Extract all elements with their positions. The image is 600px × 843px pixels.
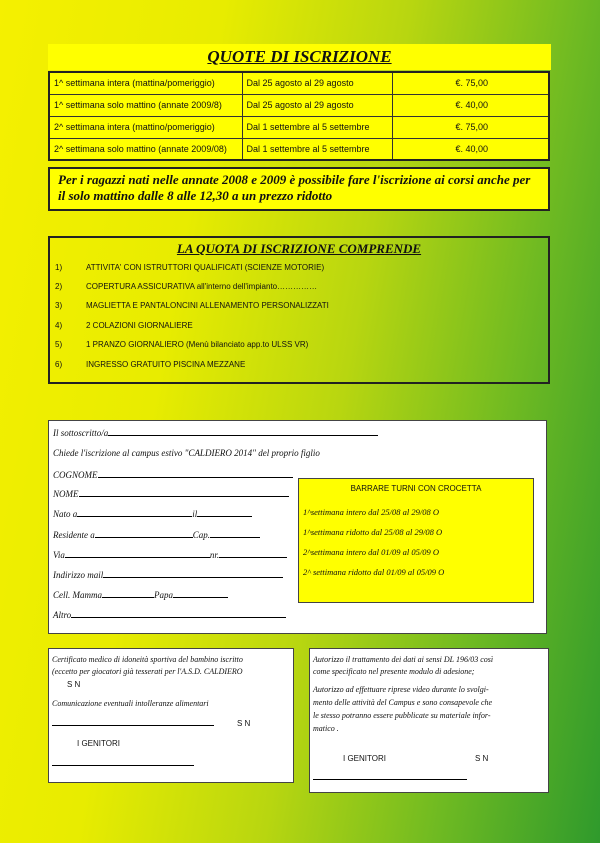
field-label: Nato a bbox=[53, 509, 78, 519]
fee-dates: Dal 1 settembre al 5 settembre bbox=[242, 138, 392, 160]
item-number: 4) bbox=[55, 321, 63, 330]
included-section bbox=[48, 236, 550, 384]
field-label: Residente a bbox=[53, 530, 95, 540]
privacy-text: Autorizzo il trattamento dei dati ai sensi DL 196/03 così bbox=[313, 655, 494, 664]
field-line[interactable] bbox=[98, 469, 293, 478]
intolerance-yes-no[interactable]: S N bbox=[237, 719, 251, 728]
phone-field[interactable] bbox=[53, 589, 228, 600]
privacy-box bbox=[309, 648, 549, 793]
item-text: COPERTURA ASSICURATIVA all'interno dell'impianto…………… bbox=[86, 282, 318, 291]
cert-yes-no[interactable]: S N bbox=[67, 680, 81, 689]
item-number: 3) bbox=[55, 301, 63, 310]
cognome-field[interactable] bbox=[53, 469, 293, 480]
field-line[interactable] bbox=[71, 609, 286, 618]
item-number: 1) bbox=[55, 263, 63, 272]
fee-price: €. 75,00 bbox=[392, 72, 549, 94]
parents-label: I GENITORI bbox=[343, 754, 386, 763]
fee-description: 1^ settimana intera (mattina/pomeriggio) bbox=[49, 72, 242, 94]
page-title: QUOTE DI ISCRIZIONE bbox=[48, 44, 551, 70]
fee-dates: Dal 1 settembre al 5 settembre bbox=[242, 116, 392, 138]
fee-dates: Dal 25 agosto al 29 agosto bbox=[242, 94, 392, 116]
table-row bbox=[49, 116, 549, 138]
field-line[interactable] bbox=[197, 508, 252, 517]
privacy-text: le stesso potranno essere pubblicate su materiale infor- bbox=[313, 711, 491, 720]
signature-line[interactable] bbox=[52, 760, 194, 766]
item-number: 6) bbox=[55, 360, 63, 369]
table-row bbox=[49, 94, 549, 116]
fee-description: 2^ settimana solo mattino (annate 2009/08) bbox=[49, 138, 242, 160]
field-line[interactable] bbox=[210, 529, 260, 538]
address-field[interactable] bbox=[53, 549, 287, 560]
week-option[interactable]: 2^settimana intero dal 01/09 al 05/09 O bbox=[303, 547, 439, 557]
cert-text: Certificato medico di idoneità sportiva del bambino iscritto bbox=[52, 655, 243, 664]
week-selection-box bbox=[298, 478, 534, 603]
reduced-price-note: Per i ragazzi nati nelle annate 2008 e 2009 è possibile fare l'iscrizione ai corsi anche per il solo mattino dalle 8 alle 12,30 a un prezzo ridotto bbox=[48, 167, 550, 211]
item-number: 2) bbox=[55, 282, 63, 291]
field-line[interactable] bbox=[77, 508, 192, 517]
item-text: INGRESSO GRATUITO PISCINA MEZZANE bbox=[86, 360, 246, 369]
field-label: Papa bbox=[154, 590, 173, 600]
field-label: il bbox=[192, 509, 198, 519]
request-text: Chiede l'iscrizione al campus estivo "CALDIERO 2014" del proprio figlio bbox=[53, 448, 320, 458]
field-line[interactable] bbox=[108, 427, 378, 436]
field-line[interactable] bbox=[79, 488, 289, 497]
fee-price: €. 40,00 bbox=[392, 138, 549, 160]
fee-description: 1^ settimana solo mattino (annate 2009/8) bbox=[49, 94, 242, 116]
week-option[interactable]: 1^settimana ridotto dal 25/08 al 29/08 O bbox=[303, 527, 443, 537]
field-line[interactable] bbox=[65, 549, 210, 558]
field-label: NOME bbox=[53, 489, 79, 499]
field-line[interactable] bbox=[52, 720, 214, 726]
parents-label: I GENITORI bbox=[77, 739, 120, 748]
field-line[interactable] bbox=[95, 529, 193, 538]
table-row bbox=[49, 72, 549, 94]
residence-field[interactable] bbox=[53, 529, 260, 540]
intolerance-label: Comunicazione eventuali intolleranze alimentari bbox=[52, 699, 209, 708]
intolerance-field[interactable] bbox=[52, 719, 214, 728]
privacy-text: matico . bbox=[313, 724, 339, 733]
item-text: ATTIVITA' CON ISTRUTTORI QUALIFICATI (SCIENZE MOTORIE) bbox=[86, 263, 325, 272]
cert-text: (eccetto per giocatori già tesserati per l'A.S.D. CALDIERO bbox=[52, 667, 243, 676]
field-label: Altro bbox=[53, 610, 72, 620]
field-label: Cap. bbox=[192, 530, 211, 540]
email-field[interactable] bbox=[53, 569, 283, 580]
fee-description: 2^ settimana intera (mattino/pomeriggio) bbox=[49, 116, 242, 138]
birth-field[interactable] bbox=[53, 508, 252, 519]
table-row bbox=[49, 138, 549, 160]
included-title: LA QUOTA DI ISCRIZIONE COMPRENDE bbox=[176, 241, 422, 256]
privacy-yes-no[interactable]: S N bbox=[475, 754, 489, 763]
item-text: MAGLIETTA E PANTALONCINI ALLENAMENTO PERSONALIZZATI bbox=[86, 301, 329, 310]
field-label: Indirizzo mail bbox=[53, 570, 104, 580]
fee-price: €. 40,00 bbox=[392, 94, 549, 116]
sottoscritto-field[interactable] bbox=[53, 427, 378, 438]
field-label: Via bbox=[53, 550, 65, 560]
field-line[interactable] bbox=[102, 589, 154, 598]
parents-signature[interactable] bbox=[313, 773, 467, 782]
item-number: 5) bbox=[55, 340, 63, 349]
week-selection-title: BARRARE TURNI CON CROCETTA bbox=[350, 484, 482, 493]
medical-certificate-box bbox=[48, 648, 294, 783]
fee-dates: Dal 25 agosto al 29 agosto bbox=[242, 72, 392, 94]
week-option[interactable]: 1^settimana intero dal 25/08 al 29/08 O bbox=[303, 507, 439, 517]
field-line[interactable] bbox=[219, 549, 287, 558]
privacy-text: mento delle attività del Campus e sono consapevole che bbox=[313, 698, 493, 707]
fee-table bbox=[48, 71, 550, 161]
item-text: 2 COLAZIONI GIORNALIERE bbox=[86, 321, 193, 330]
nome-field[interactable] bbox=[53, 488, 289, 499]
altro-field[interactable] bbox=[53, 609, 286, 620]
field-label: COGNOME bbox=[53, 470, 98, 480]
week-option[interactable]: 2^ settimana ridotto dal 01/09 al 05/09 O bbox=[303, 567, 445, 577]
privacy-text: Autorizzo ad effettuare riprese video durante lo svolgi- bbox=[313, 685, 489, 694]
fee-price: €. 75,00 bbox=[392, 116, 549, 138]
parents-signature[interactable] bbox=[52, 759, 194, 768]
field-label: nr. bbox=[209, 550, 220, 560]
privacy-text: come specificato nel presente modulo di adesione; bbox=[313, 667, 475, 676]
field-line[interactable] bbox=[103, 569, 283, 578]
field-line[interactable] bbox=[173, 589, 228, 598]
signature-line[interactable] bbox=[313, 774, 467, 780]
field-label: Cell. Mamma bbox=[53, 590, 102, 600]
item-text: 1 PRANZO GIORNALIERO (Menù bilanciato app.to ULSS VR) bbox=[86, 340, 309, 349]
field-label: Il sottoscritto/a bbox=[53, 428, 109, 438]
